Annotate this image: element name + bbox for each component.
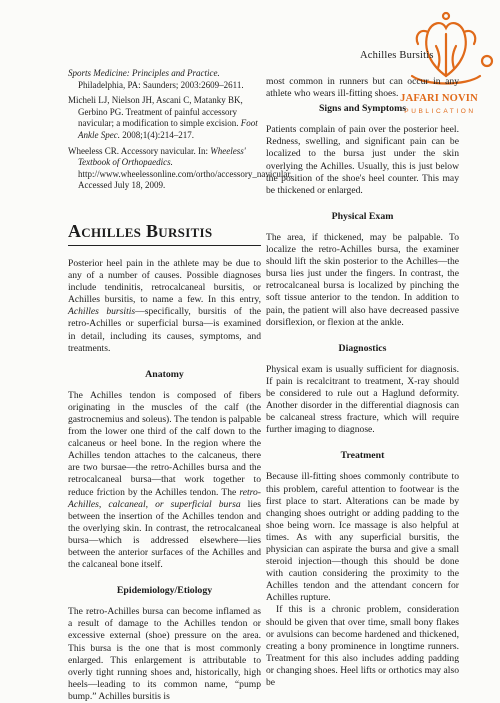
publisher-brand: JAFARI NOVIN xyxy=(400,93,478,104)
epidemiology-continued: most common in runners but can occur in any athlete who wears ill-fitting shoes. xyxy=(266,76,459,100)
left-column xyxy=(68,68,293,703)
section-heading-diagnostics: Diagnostics xyxy=(338,342,387,354)
anatomy-paragraph: The Achilles tendon is composed of fibers originating in the muscles of the calf (the gastrocnemius and soleus). The tendon is palpable from the lower one third of the calf down to the calcaneus or heel bone. In the region where the Achilles tendon attaches to the calcaneus, there are two bursae—the retro-Achilles bursa and the retrocalcaneal bursa—that work together to reduce friction by the Achilles tendon. The retro-Achilles, calcaneal, or superficial bursa lies between the insertion of the Achilles tendon and the overlying skin. In contrast, the retrocalcaneal bursa—which is addressed elsewhere—lies between the anterior surfaces of the Achilles and the calcaneal bone itself. xyxy=(68,389,261,571)
epidemiology-paragraph: The retro-Achilles bursa can become inflamed as a result of damage to the Achilles tendon or excessive external (shoe) pressure on the area. This bursa is the one that is most commonly enlarged. This enlargement is attributable to overly tight running shoes and, historically, high heels—leading to its common name, “pump bump.” Achilles bursitis is xyxy=(68,606,261,702)
section-heading-treatment: Treatment xyxy=(340,450,385,462)
reference-item: Micheli LJ, Nielson JH, Ascani C, Matanky BK, Gerbino PG. Treatment of painful accessory navicular; a modification to simple excision. Foot Ankle Spec. 2008;1(4):214–217. xyxy=(68,95,258,140)
treatment-paragraph: Because ill-fitting shoes commonly contribute to this problem, careful attention to footwear is the first place to start. Alterations can be made by changing shoes outright or adding padding to the shoe being worn. Ice massage is also helpful at times. As with any superficial bursitis, the physician can aspirate the bursa and give a small steroid injection—though this should be done with caution considering the proximity to the Achilles tendon and the attendant concern for Achilles rupture. xyxy=(266,471,459,604)
section-heading-signs: Signs and Symptoms xyxy=(318,103,407,115)
diagnostics-paragraph: Physical exam is usually sufficient for diagnosis. If pain is recalcitrant to treatment, X-ray should be considered to rule out a Haglund deformity. Another disorder in the differential diagnosis can be calcaneal stress fracture, which will require further imaging to diagnose. xyxy=(266,363,459,436)
reference-list xyxy=(68,68,293,192)
exam-paragraph: The area, if thickened, may be palpable. To localize the retro-Achilles bursa, the examiner should lift the skin posterior to the Achilles—the bursa lies just under the fingers. In contrast, the retrocalcaneal bursa is localized by pinching the soft tissue anterior to the tendon. In addition to pain, the patient will also have decreased passive dorsiflexion, or flexion at the ankle. xyxy=(266,231,459,328)
running-head: Achilles Bursitis xyxy=(360,50,434,61)
signs-paragraph: Patients complain of pain over the posterior heel. Redness, swelling, and significant pain can be localized to the bursa just under the skin overlying the Achilles. Usually, this is just below the position of the shoe's heel counter. This may be thickened or enlarged. xyxy=(266,124,459,196)
chapter-title: Achilles Bursitis xyxy=(68,220,261,246)
section-heading-anatomy: Anatomy xyxy=(145,368,184,380)
reference-item: Wheeless CR. Accessory navicular. In: Wheeless' Textbook of Orthopaedics. http://www.wheelessonline.com/ortho/accessory_navicular. Accessed July 18, 2009. xyxy=(68,145,293,191)
publisher-subtitle: PUBLICATION xyxy=(404,108,476,115)
intro-paragraph: Posterior heel pain in the athlete may be due to any of a number of causes. Possible diagnoses include tendinitis, retrocalcaneal bursitis, or Achilles bursitis, to name a few. In this entry, Achilles bursitis—specifically, bursitis of the retro-Achilles or superficial bursa—is examined in detail, including its causes, symptoms, and treatments. xyxy=(68,257,262,354)
treatment-paragraph: If this is a chronic problem, consideration should be given that over time, small bony flakes or avulsions can become hardened and thickened, creating a bony prominence in longtime runners. Treatment for this also includes adding padding or changing shoes. Heel lifts or orthotics may also be xyxy=(266,604,459,689)
section-heading-exam: Physical Exam xyxy=(331,210,394,222)
section-heading-epidemiology: Epidemiology/Etiology xyxy=(116,585,213,597)
reference-item: Sports Medicine: Principles and Practice. Philadelphia, PA: Saunders; 2003:2609–2611. xyxy=(68,68,244,90)
right-column xyxy=(266,76,459,689)
